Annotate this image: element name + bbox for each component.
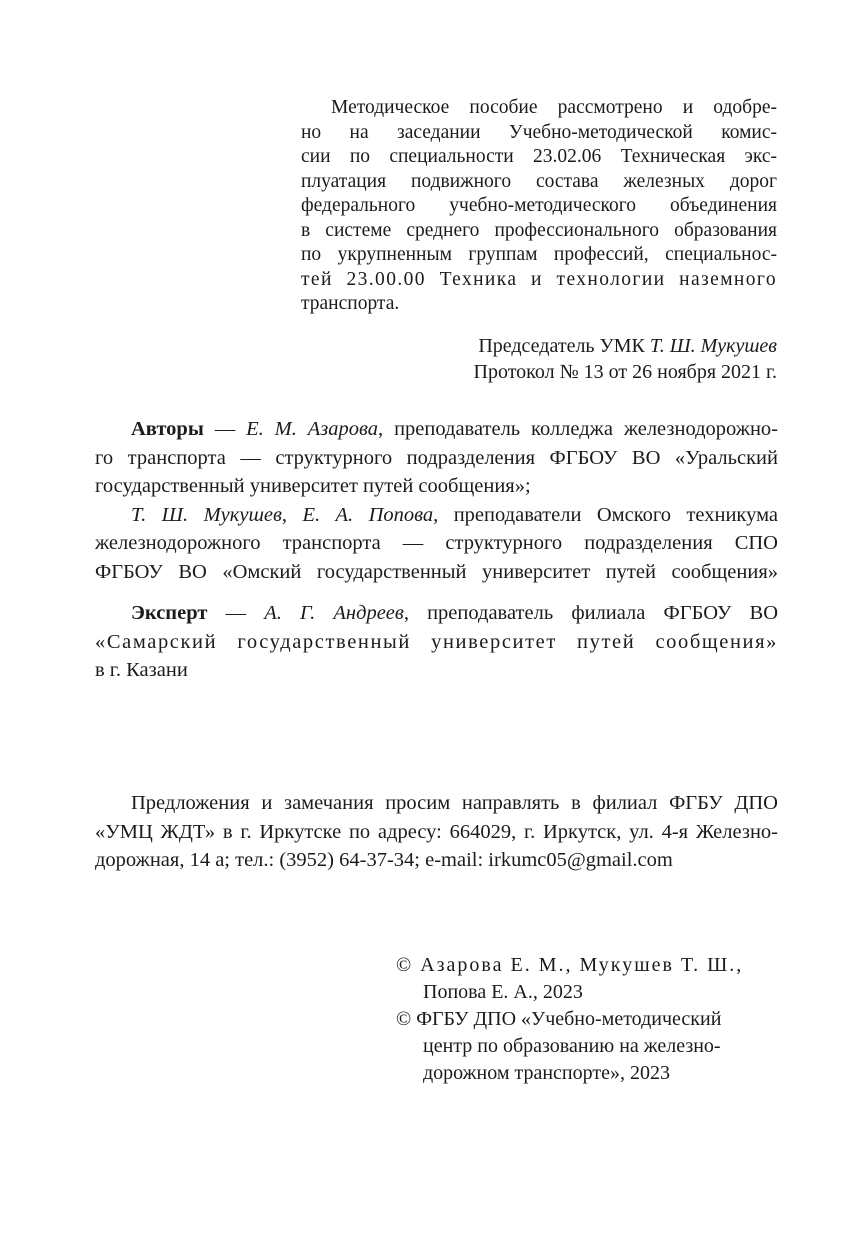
text-segment: ,	[281, 503, 303, 526]
text-segment: Попова Е. А., 2023	[423, 981, 583, 1003]
text-segment: А. Г. Андреев	[264, 602, 404, 624]
text-segment: транспорта.	[301, 293, 400, 314]
text-line	[301, 268, 777, 293]
text-segment: —	[207, 602, 265, 624]
text-line	[396, 1033, 796, 1060]
text-line	[95, 472, 778, 501]
copyright-block	[396, 952, 796, 1087]
text-segment: по укрупненным группам профессий, специальнос-	[301, 244, 777, 265]
text-segment: железнодорожного транспорта — структурного подразделения СПО	[95, 532, 778, 555]
text-line	[95, 444, 778, 473]
text-segment: ФГБОУ ВО «Омский государственный университет путей сообщения»	[95, 560, 778, 583]
approval-paragraph	[301, 96, 777, 317]
text-line	[95, 789, 778, 818]
text-line	[301, 219, 777, 244]
text-segment: © Азарова Е. М., Мукушев Т. Ш.,	[396, 954, 744, 976]
text-segment: го транспорта — структурного подразделения ФГБОУ ВО «Уральский	[95, 446, 778, 469]
text-segment: в г. Казани	[95, 659, 188, 682]
text-line	[396, 979, 796, 1006]
text-segment: , преподаватель колледжа железнодорожно-	[378, 418, 779, 440]
text-line	[95, 599, 778, 628]
text-segment: «Самарский государственный университет путей сообщения»	[95, 630, 778, 653]
authors-paragraph	[95, 415, 778, 587]
text-line	[301, 96, 777, 121]
text-line	[396, 952, 796, 979]
text-segment: центр по образованию на железно-	[423, 1035, 721, 1057]
text-segment: Методическое пособие рассмотрено и одобре-	[331, 97, 777, 118]
text-line	[301, 243, 777, 268]
text-line	[95, 656, 778, 685]
text-segment: сии по специальности 23.02.06 Техническая экс-	[301, 146, 777, 167]
text-segment: тей 23.00.00 Техника и технологии наземного	[301, 268, 777, 290]
text-line	[95, 628, 778, 657]
text-line	[95, 501, 778, 530]
text-segment: дорожном транспорте», 2023	[423, 1062, 670, 1084]
text-line	[301, 360, 777, 386]
text-line	[301, 170, 777, 195]
text-segment: Эксперт	[131, 602, 208, 624]
umk-signature	[301, 334, 777, 385]
text-segment: —	[203, 418, 247, 440]
text-segment: государственный университет путей сообщения»;	[95, 475, 531, 498]
text-segment: но на заседании Учебно-методической комис-	[301, 121, 777, 143]
text-segment: , преподаватель филиала ФГБОУ ВО	[403, 602, 778, 624]
text-segment: Авторы	[131, 418, 204, 440]
text-segment: Протокол № 13 от 26 ноября 2021 г.	[473, 360, 777, 383]
text-line	[301, 121, 777, 146]
text-line	[95, 415, 778, 444]
text-line	[301, 145, 777, 170]
text-line	[301, 334, 777, 360]
text-segment: Т. Ш. Мукушев	[649, 335, 777, 357]
text-segment: «УМЦ ЖДТ» в г. Иркутске по адресу: 664029, г. Иркутск, ул. 4-я Железно-	[95, 820, 778, 843]
text-segment: Е. А. Попова	[302, 503, 434, 526]
text-line	[95, 818, 778, 847]
text-line	[396, 1060, 796, 1087]
text-line	[301, 194, 777, 219]
text-segment: Т. Ш. Мукушев	[131, 503, 282, 526]
text-line	[396, 1006, 796, 1033]
expert-paragraph	[95, 599, 778, 685]
text-segment: Председатель УМК	[478, 335, 650, 357]
text-line	[95, 529, 778, 558]
text-segment: в системе среднего профессионального образования	[301, 219, 777, 241]
text-segment: дорожная, 14 а; тел.: (3952) 64-37-34; e-mail: irkumc05@gmail.com	[95, 849, 673, 872]
text-line	[301, 292, 777, 317]
text-segment: Е. М. Азарова	[246, 418, 379, 440]
text-segment: Предложения и замечания просим направлять в филиал ФГБУ ДПО	[131, 792, 778, 814]
text-line	[95, 558, 778, 587]
text-segment: , преподаватели Омского техникума	[433, 503, 779, 526]
text-segment: © ФГБУ ДПО «Учебно-методический	[396, 1008, 722, 1030]
text-segment: федерального учебно-методического объединения	[301, 195, 777, 216]
text-segment: плуатация подвижного состава железных дорог	[301, 170, 777, 192]
text-line	[95, 846, 778, 875]
contact-paragraph	[95, 789, 778, 875]
